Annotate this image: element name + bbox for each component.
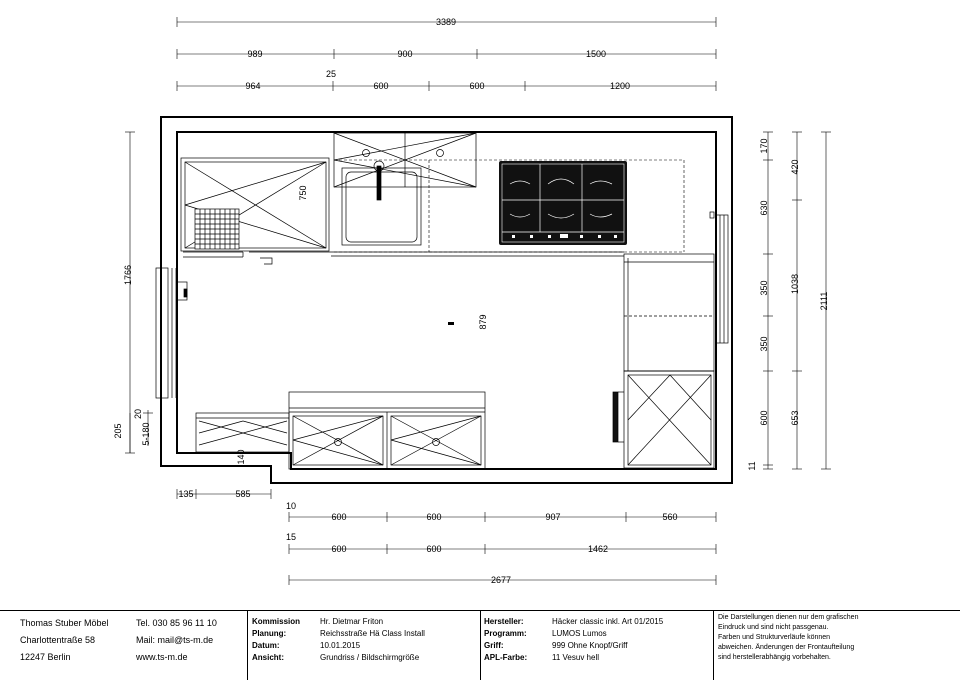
- note-line: abweichen. Änderungen der Frontaufteilung: [718, 644, 855, 651]
- company-name: Thomas Stuber Möbel: [20, 618, 109, 628]
- right-tall-cabinet: [613, 371, 714, 468]
- left-dimension-lines: [125, 132, 153, 453]
- base-cabinet-top: [331, 252, 624, 256]
- right-window: [710, 212, 728, 343]
- field-label: Ansicht:: [252, 653, 284, 662]
- dim-right-420: 420: [790, 159, 800, 175]
- dim-top-1200: 1200: [609, 81, 631, 91]
- dim-bottom-15: 15: [285, 532, 297, 542]
- dim-top-600a: 600: [373, 81, 389, 91]
- dim-left-140: 140: [236, 449, 246, 465]
- title-block-divider: [480, 611, 481, 680]
- field-label: Datum:: [252, 641, 280, 650]
- dim-bottom-total: 2677: [490, 575, 512, 585]
- field-value: Hr. Dietmar Friton: [320, 617, 384, 626]
- bottom-dimension-lines: [177, 489, 716, 585]
- dim-left-total: 1766: [123, 264, 133, 286]
- spec-value: LUMOS Lumos: [552, 629, 607, 638]
- dim-top-989: 989: [247, 49, 263, 59]
- dim-bottom-585: 585: [235, 489, 251, 499]
- spec-value: 11 Vesuv hell: [552, 653, 599, 662]
- dim-right-600: 600: [759, 410, 769, 426]
- dim-right-11: 11: [747, 461, 757, 471]
- bottom-left-cabinet: [196, 413, 289, 452]
- dim-right-350a: 350: [759, 280, 769, 296]
- spec-label: Programm:: [484, 629, 527, 638]
- dim-bottom-600b: 600: [426, 512, 442, 522]
- dim-top-1500: 1500: [585, 49, 607, 59]
- dim-top-offset: 25: [325, 69, 337, 79]
- note-line: Die Darstellungen dienen nur dem grafischen: [718, 614, 859, 621]
- dim-top-600b: 600: [469, 81, 485, 91]
- dim-bottom-600c: 600: [331, 544, 347, 554]
- company-web: www.ts-m.de: [136, 652, 188, 662]
- dim-750: 750: [298, 185, 308, 201]
- spec-label: Griff:: [484, 641, 504, 650]
- note-line: sind herstellerabhängig vorbehalten.: [718, 654, 831, 661]
- title-block-divider: [713, 611, 714, 680]
- dim-left-5-180: 5-180: [141, 422, 151, 446]
- dim-bottom-10: 10: [285, 501, 297, 511]
- dim-right-653: 653: [790, 410, 800, 426]
- dim-bottom-600a: 600: [331, 512, 347, 522]
- dim-top-total: 3389: [435, 17, 457, 27]
- title-block-divider: [247, 611, 248, 680]
- dim-top-964: 964: [245, 81, 261, 91]
- spec-label: APL-Farbe:: [484, 653, 528, 662]
- field-label: Planung:: [252, 629, 287, 638]
- company-mail: Mail: mail@ts-m.de: [136, 635, 214, 645]
- dim-bottom-600d: 600: [426, 544, 442, 554]
- company-street: Charlottentraße 58: [20, 635, 96, 645]
- dim-879: 879: [478, 314, 488, 330]
- note-line: Eindruck und sind nicht passgenau.: [718, 624, 829, 631]
- dim-top-900: 900: [397, 49, 413, 59]
- spec-label: Hersteller:: [484, 617, 524, 626]
- dim-right-total: 2111: [819, 291, 829, 311]
- dim-right-1038: 1038: [790, 273, 800, 295]
- tall-cabinet-left: [181, 158, 331, 264]
- dim-bottom-907: 907: [545, 512, 561, 522]
- sink: [342, 161, 421, 245]
- dim-left-20: 20: [133, 408, 143, 420]
- title-block: [0, 610, 960, 680]
- company-tel: Tel. 030 85 96 11 10: [136, 618, 217, 628]
- right-base-cabinets: [624, 254, 714, 371]
- field-value: Reichsstraße Hä Class Install: [320, 629, 425, 638]
- field-label: Kommission: [252, 617, 301, 626]
- dim-bottom-1462: 1462: [587, 544, 609, 554]
- centre-marker: [448, 322, 454, 325]
- dim-right-170: 170: [759, 138, 769, 154]
- dim-right-630: 630: [759, 200, 769, 216]
- dim-bottom-135: 135: [178, 489, 194, 499]
- spec-value: 999 Ohne Knopf/Griff: [552, 641, 628, 650]
- outer-wall: [161, 117, 732, 483]
- company-city: 12247 Berlin: [20, 652, 71, 662]
- cooktop: [499, 161, 627, 245]
- dim-right-350b: 350: [759, 336, 769, 352]
- bottom-base-cabinets: [289, 392, 485, 469]
- field-value: 10.01.2015: [320, 641, 361, 650]
- field-value: Grundriss / Bildschirmgröße: [320, 653, 420, 662]
- dim-bottom-560: 560: [662, 512, 678, 522]
- note-line: Farben und Strukturverläufe können: [718, 634, 831, 641]
- dim-left-205: 205: [113, 423, 123, 439]
- spec-value: Häcker classic inkl. Art 01/2015: [552, 617, 664, 626]
